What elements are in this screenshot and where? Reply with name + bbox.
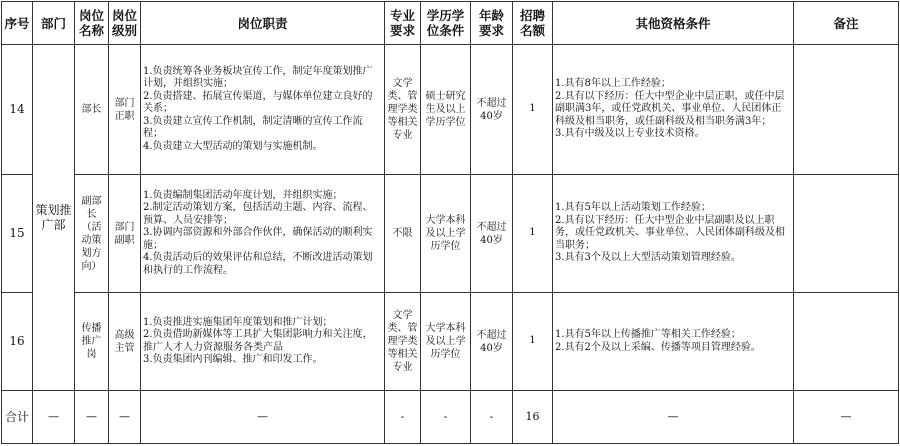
- header-seq: 序号: [2, 2, 33, 45]
- total-position-level: —: [109, 391, 141, 444]
- total-quota: 16: [513, 391, 553, 444]
- recruitment-table: [1, 1, 899, 444]
- total-age: -: [471, 391, 513, 444]
- age-cell: 不超过40岁: [471, 45, 513, 175]
- total-education: -: [421, 391, 471, 444]
- duties-cell: 1.负责推进实施集团年度策划和推广计划； 2.负责借助新媒体等工具扩大集团影响力和关注度，推广人才人力资源服务各类产品 3.负责集团内刊编辑、推广和印发工作。: [141, 293, 385, 391]
- total-position-name: —: [75, 391, 109, 444]
- age-cell: 不超过40岁: [471, 175, 513, 293]
- total-other: —: [553, 391, 794, 444]
- position-name: 部长: [75, 45, 109, 175]
- remarks-cell: [794, 45, 899, 175]
- table-row: [2, 293, 899, 391]
- table-row: [2, 45, 899, 175]
- total-remarks: —: [794, 391, 899, 444]
- header-position-level: 岗位级别: [109, 2, 141, 45]
- major-cell: 文学类、管理学类等相关专业: [385, 45, 421, 175]
- remarks-cell: [794, 293, 899, 391]
- other-cell: 1.具有5年以上传播推广等相关工作经验； 2.具有2个及以上采编、传播等项目管理经验。: [553, 293, 794, 391]
- total-dept: —: [33, 391, 75, 444]
- total-label: 合计: [2, 391, 33, 444]
- education-cell: 硕士研究生及以上学历学位: [421, 45, 471, 175]
- position-level: 部门副职: [109, 175, 141, 293]
- row-seq: 14: [2, 45, 33, 175]
- header-age: 年龄要求: [471, 2, 513, 45]
- header-other: 其他资格条件: [553, 2, 794, 45]
- total-duties: —: [141, 391, 385, 444]
- row-seq: 15: [2, 175, 33, 293]
- education-cell: 大学本科及以上学历学位: [421, 175, 471, 293]
- department-cell: 策划推广部: [33, 45, 75, 391]
- education-cell: 大学本科及以上学历学位: [421, 293, 471, 391]
- header-education: 学历学位条件: [421, 2, 471, 45]
- header-row: [2, 2, 899, 45]
- header-position-name: 岗位名称: [75, 2, 109, 45]
- header-remarks: 备注: [794, 2, 899, 45]
- quota-cell: 1: [513, 175, 553, 293]
- header-major: 专业要求: [385, 2, 421, 45]
- major-cell: 文学类、管理学类等相关专业: [385, 293, 421, 391]
- duties-cell: 1.负责统筹各业务板块宣传工作，制定年度策划推广计划，并组织实施； 2.负责搭建、拓展宣传渠道，与媒体单位建立良好的关系； 3.负责建立宣传工作机制，制定清晰的宣传工作流程； 4.负责建立大型活动的策划与实施机制。: [141, 45, 385, 175]
- duties-cell: 1.负责编制集团活动年度计划，并组织实施； 2.制定活动策划方案，包括活动主题、内容、流程、预算、人员安排等； 3.协调内部资源和外部合作伙伴，确保活动的顺利实施； 4.负责活动后的效果评估和总结，不断改进活动策划和执行的工作流程。: [141, 175, 385, 293]
- other-cell: 1.具有8年以上工作经验； 2.具有以下经历：任大中型企业中层正职，或任中层副职满3年，或任党政机关、事业单位、人民团体正科级及相当职务，或任副科级及相当职务满3年； 3.具有中级及以上专业技术资格。: [553, 45, 794, 175]
- total-row: [2, 391, 899, 444]
- age-cell: 不超过40岁: [471, 293, 513, 391]
- remarks-cell: [794, 175, 899, 293]
- header-duties: 岗位职责: [141, 2, 385, 45]
- position-name: 传播推广岗: [75, 293, 109, 391]
- total-major: -: [385, 391, 421, 444]
- header-dept: 部门: [33, 2, 75, 45]
- table-row: [2, 175, 899, 293]
- quota-cell: 1: [513, 45, 553, 175]
- header-quota: 招聘名额: [513, 2, 553, 45]
- major-cell: 不限: [385, 175, 421, 293]
- row-seq: 16: [2, 293, 33, 391]
- quota-cell: 1: [513, 293, 553, 391]
- position-level: 部门正职: [109, 45, 141, 175]
- position-name: 副部长（活动策划方向）: [75, 175, 109, 293]
- other-cell: 1.具有5年以上活动策划工作经验； 2.具有以下经历：任大中型企业中层副职及以上职务，或任党政机关、事业单位、人民团体副科级及相当职务； 3.具有3个及以上大型活动策划管理经验。: [553, 175, 794, 293]
- position-level: 高级主管: [109, 293, 141, 391]
